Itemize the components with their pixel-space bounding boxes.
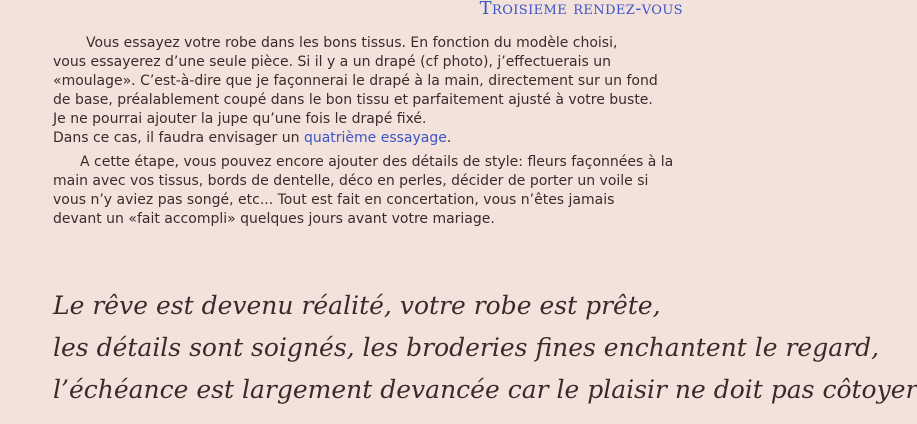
page-title: Troisieme rendez-vous <box>479 0 683 19</box>
main-content <box>53 34 693 229</box>
script-line: Le rêve est devenu réalité, votre robe est prête, <box>53 291 661 320</box>
fourth-fitting-link[interactable]: quatrième essayage <box>303 130 447 146</box>
paragraph-line: de base, préalablement coupé dans le bon tissu et parfaitement ajusté à votre buste. <box>53 92 653 108</box>
paragraph-line: «moulage». C’est-à-dire que je façonnerai le drapé à la main, directement sur un fond <box>53 73 658 89</box>
paragraph-line: vous n’y aviez pas songé, etc... Tout est fait en concertation, vous n’êtes jamais <box>53 192 615 208</box>
paragraph-line: main avec vos tissus, bords de dentelle, déco en perles, décider de porter un voile si <box>53 173 649 189</box>
paragraph-line: . <box>446 130 452 146</box>
paragraph-line: vous essayerez d’une seule pièce. Si il y a un drapé (cf photo), j’effectuerais un <box>53 54 611 70</box>
paragraph-fitting <box>53 34 693 148</box>
script-line: l’échéance est largement devancée car le plaisir ne doit pas côtoyer <box>53 375 917 404</box>
script-line: les détails sont soignés, les broderies fines enchantent le regard, <box>53 333 880 362</box>
paragraph-line: Je ne pourrai ajouter la jupe qu’une fois le drapé fixé. <box>53 111 427 127</box>
paragraph-style-details <box>53 153 693 229</box>
script-quote <box>53 285 917 411</box>
paragraph-line: devant un «fait accompli» quelques jours avant votre mariage. <box>53 211 495 227</box>
paragraph-line: A cette étape, vous pouvez encore ajouter des détails de style: fleurs façonnées à la <box>80 154 674 170</box>
paragraph-line: Vous essayez votre robe dans les bons tissus. En fonction du modèle choisi, <box>86 35 618 51</box>
paragraph-line: Dans ce cas, il faudra envisager un <box>53 130 304 146</box>
